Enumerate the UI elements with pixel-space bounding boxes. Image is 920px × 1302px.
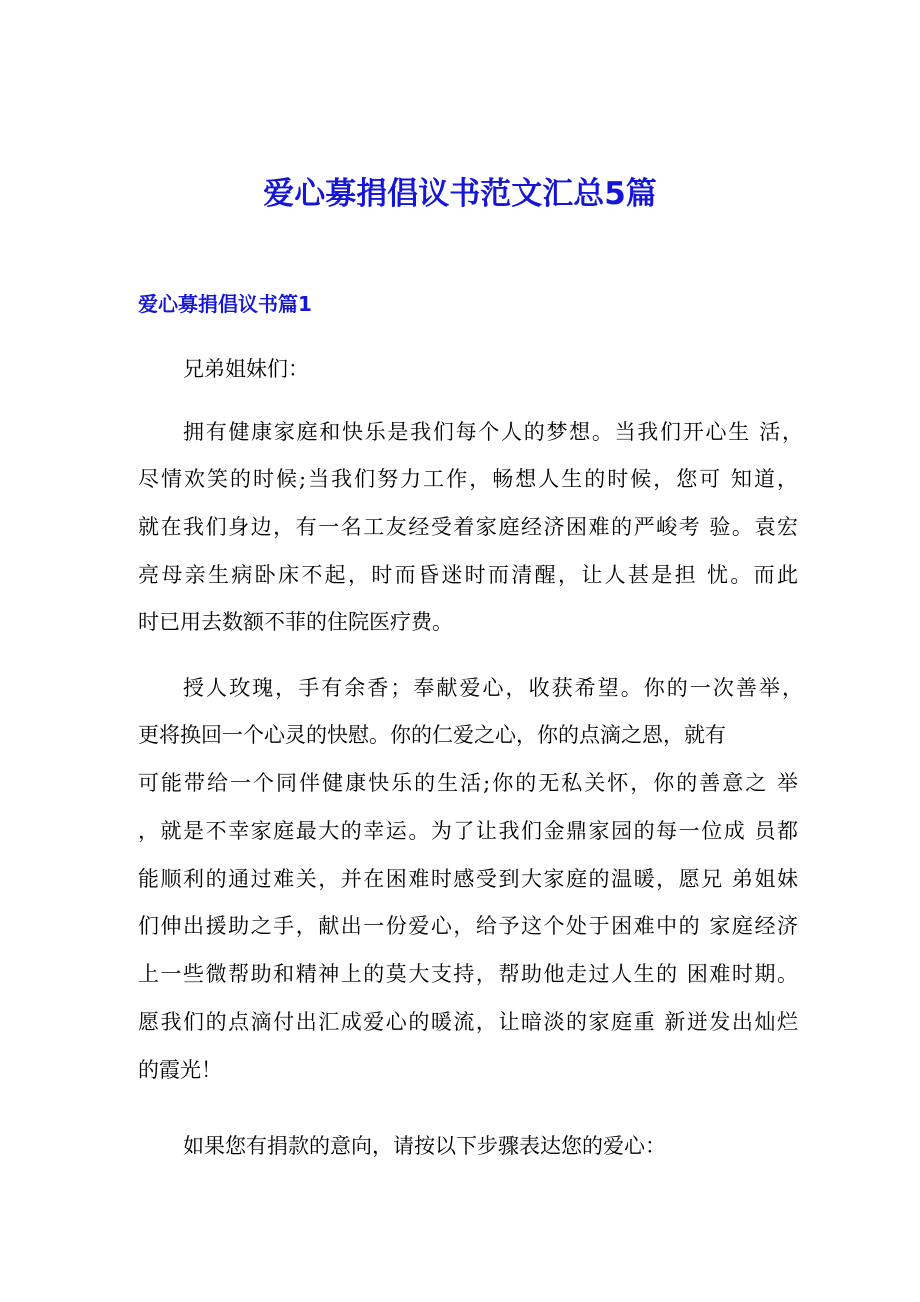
paragraph2-line: 的霞光！ — [138, 1058, 222, 1082]
paragraph2-line: 能顺利的通过难关，并在困难时感受到大家庭的温暖，愿兄 弟姐妹 — [138, 867, 798, 891]
paragraph2-line: ，就是不幸家庭最大的幸运。为了让我们金鼎家园的每一位成 员都 — [138, 819, 798, 843]
paragraph2-line: 们伸出援助之手，献出一份爱心，给予这个处于困难中的 家庭经济 — [138, 914, 798, 938]
paragraph2-line: 上一些微帮助和精神上的莫大支持，帮助他走过人生的 困难时期。 — [138, 962, 798, 986]
paragraph1-line: 尽情欢笑的时候;当我们努力工作，畅想人生的时候，您可 知道， — [138, 467, 798, 491]
document-title: 爱心募捐倡议书范文汇总5篇 — [263, 176, 657, 212]
paragraph1-line: 拥有健康家庭和快乐是我们每个人的梦想。当我们开心生 活， — [183, 420, 803, 444]
paragraph2-line: 更将换回一个心灵的快慰。你的仁爱之心，你的点滴之恩，就有 — [138, 723, 726, 747]
paragraph2-line: 可能带给一个同伴健康快乐的生活;你的无私关怀，你的善意之 举 — [138, 771, 798, 795]
paragraph1-line: 就在我们身边，有一名工友经受着家庭经济困难的严峻考 验。袁宏 — [138, 515, 798, 539]
section-heading: 爱心募捐倡议书篇1 — [138, 292, 312, 316]
paragraph2-line: 授人玫瑰，手有余香；奉献爱心，收获希望。你的一次善举， — [183, 676, 803, 700]
salutation: 兄弟姐妹们： — [183, 357, 309, 381]
paragraph2-line: 愿我们的点滴付出汇成爱心的暖流，让暗淡的家庭重 新迸发出灿烂 — [138, 1010, 798, 1034]
paragraph3: 如果您有捐款的意向，请按以下步骤表达您的爱心： — [183, 1134, 666, 1158]
paragraph1-line: 亮母亲生病卧床不起，时而昏迷时而清醒，让人甚是担 忧。而此 — [138, 563, 798, 587]
paragraph1-line: 时已用去数额不菲的住院医疗费。 — [138, 610, 453, 634]
